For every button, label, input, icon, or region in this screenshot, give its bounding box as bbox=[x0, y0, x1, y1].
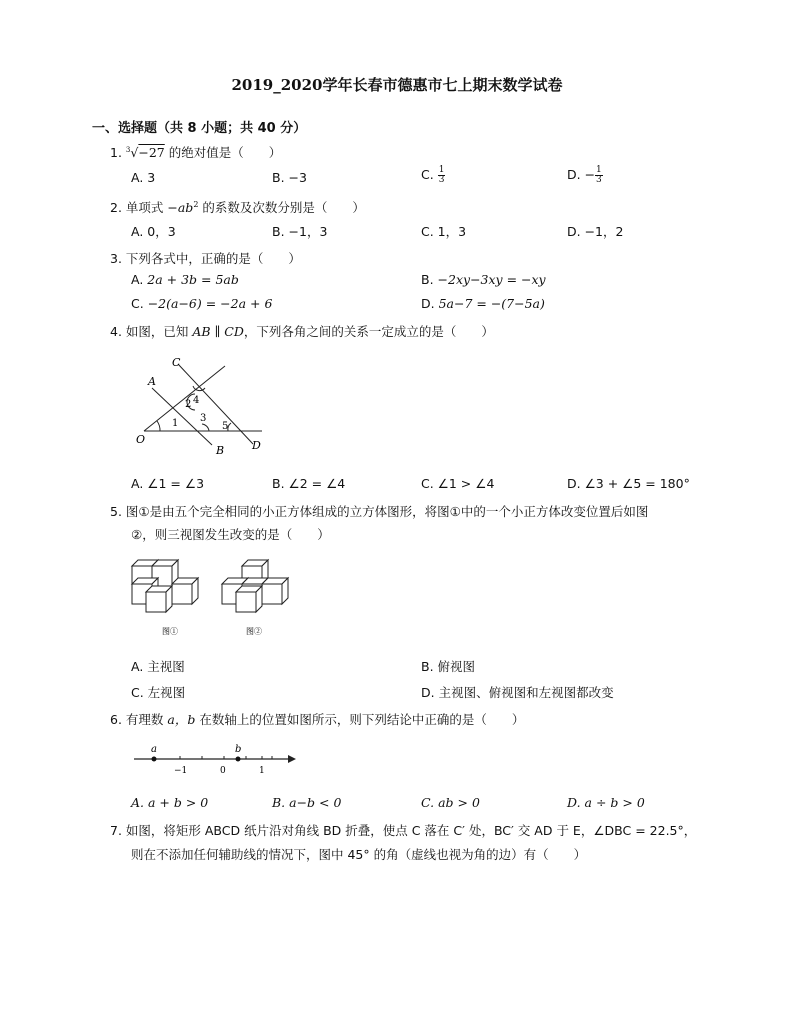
question-number: 1. bbox=[110, 145, 122, 160]
angle-3-arc bbox=[202, 424, 209, 431]
question-5-stem-line2: ②，则三视图发生改变的是（ ） bbox=[131, 527, 330, 542]
angle-1-arc bbox=[157, 421, 160, 431]
fraction: $\frac{1}{3}$ bbox=[596, 165, 602, 185]
q5-option-b[interactable]: B. 俯视图 bbox=[421, 659, 476, 674]
q4-option-d[interactable]: D. ∠3 + ∠5 = 180° bbox=[567, 476, 690, 491]
question-text: ，下列各角之间的关系一定成立的是（ ） bbox=[243, 324, 494, 339]
q2-option-d[interactable]: D. −1，2 bbox=[567, 224, 624, 239]
point-a bbox=[152, 757, 157, 762]
tick-label-0: 0 bbox=[220, 766, 226, 776]
angle-4-label: 4 bbox=[193, 395, 200, 406]
question-text: 在数轴上的位置如图所示，则下列结论中正确的是（ ） bbox=[195, 712, 525, 727]
fraction: $\frac{1}{3}$ bbox=[438, 165, 445, 185]
q1-option-a[interactable]: A. 3 bbox=[131, 170, 156, 185]
point-b bbox=[236, 757, 241, 762]
question-text: 的绝对值是（ ） bbox=[168, 145, 282, 160]
label-a: A bbox=[148, 375, 156, 388]
label-o: O bbox=[136, 433, 146, 446]
parallel-expression: AB ∥ CD bbox=[192, 324, 244, 339]
label-a: a bbox=[151, 744, 157, 755]
question-5-stem-line1: 5. 图①是由五个完全相同的小正方体组成的立方体图形，将图①中的一个小正方体改变位置后如图 bbox=[110, 504, 649, 519]
angle-1-label: 1 bbox=[172, 418, 179, 429]
q4-option-c[interactable]: C. ∠1 > ∠4 bbox=[421, 476, 495, 491]
figure-1-label: 图① bbox=[162, 627, 178, 636]
math-expression: 5a−7 = −(7−5a) bbox=[438, 296, 545, 311]
angle-2-label: 2 bbox=[185, 399, 192, 410]
variables: a，b bbox=[167, 712, 196, 727]
angle-3-label: 3 bbox=[200, 413, 207, 424]
question-text: 6. 有理数 bbox=[110, 712, 168, 727]
q1-option-c[interactable] bbox=[421, 166, 445, 185]
q3-option-c[interactable]: C. −2(a−6) = −2a + 6 bbox=[131, 296, 273, 311]
figure-2-label: 图② bbox=[246, 627, 262, 636]
cube-figures bbox=[128, 550, 308, 640]
q5-option-d[interactable]: D. 主视图、俯视图和左视图都改变 bbox=[421, 685, 614, 700]
number-line bbox=[130, 740, 300, 780]
tick-label-1: 1 bbox=[259, 766, 265, 776]
question-2-stem bbox=[110, 198, 365, 216]
tick-label-neg1: −1 bbox=[174, 766, 188, 776]
radical-index: 3 bbox=[125, 145, 131, 154]
q4-option-a[interactable]: A. ∠1 = ∠3 bbox=[131, 476, 205, 491]
q5-option-a[interactable]: A. 主视图 bbox=[131, 659, 185, 674]
label-d: D bbox=[252, 439, 261, 452]
page-title: 2019_2020学年长春市德惠市七上期末数学试卷 bbox=[231, 76, 563, 94]
q1-option-b[interactable]: B. −3 bbox=[272, 170, 307, 185]
section-heading: 一、选择题（共 8 小题；共 40 分） bbox=[92, 121, 307, 136]
option-label: C. bbox=[421, 167, 434, 182]
question-4-stem bbox=[110, 322, 494, 340]
question-text: 2. 单项式 bbox=[110, 200, 168, 215]
math-expression: −2(a−6) = −2a + 6 bbox=[147, 296, 273, 311]
question-text: 4. 如图，已知 bbox=[110, 324, 193, 339]
question-6-stem bbox=[110, 710, 524, 728]
q4-option-b[interactable]: B. ∠2 = ∠4 bbox=[272, 476, 346, 491]
figure-1-cubes bbox=[132, 560, 198, 612]
q3-option-a[interactable]: A. 2a + 3b = 5ab bbox=[131, 272, 239, 287]
question-3-stem: 3. 下列各式中，正确的是（ ） bbox=[110, 251, 301, 266]
axis-arrow bbox=[288, 755, 296, 763]
q6-option-c[interactable]: C. ab > 0 bbox=[421, 795, 480, 810]
radicand: −27 bbox=[138, 145, 165, 160]
q2-option-c[interactable]: C. 1，3 bbox=[421, 224, 467, 239]
label-c: C bbox=[172, 356, 181, 369]
math-expression: −2xy−3xy = −xy bbox=[437, 272, 546, 287]
angle-5-label: 5 bbox=[222, 421, 229, 432]
q6-option-b[interactable]: B. a−b < 0 bbox=[272, 795, 342, 810]
q5-option-c[interactable]: C. 左视图 bbox=[131, 685, 186, 700]
math-expression: 2a + 3b = 5ab bbox=[147, 272, 239, 287]
figure-2-cubes bbox=[222, 560, 288, 612]
question-text: 的系数及次数分别是（ ） bbox=[198, 200, 365, 215]
q2-option-a[interactable]: A. 0，3 bbox=[131, 224, 176, 239]
q6-option-d[interactable]: D. a ÷ b > 0 bbox=[567, 795, 645, 810]
exponent: 2 bbox=[193, 199, 199, 209]
question-7-stem-line2: 则在不添加任何辅助线的情况下，图中 45° 的角（虚线也视为角的边）有（ ） bbox=[131, 847, 587, 862]
question-1-stem bbox=[110, 143, 281, 161]
option-label: D. − bbox=[567, 167, 596, 182]
cube-root-expression: $^3$√−27 bbox=[125, 145, 165, 160]
q3-option-d[interactable]: D. 5a−7 = −(7−5a) bbox=[421, 296, 545, 311]
q3-option-b[interactable]: B. −2xy−3xy = −xy bbox=[421, 272, 546, 287]
monomial-expression: −ab bbox=[167, 200, 194, 215]
q2-option-b[interactable]: B. −1，3 bbox=[272, 224, 328, 239]
question-7-stem-line1: 7. 如图，将矩形 ABCD 纸片沿对角线 BD 折叠，使点 C 落在 C′ 处，BC′ 交 AD 于 E，∠DBC = 22.5°， bbox=[110, 823, 697, 838]
angle-figure bbox=[130, 348, 275, 460]
label-b: b bbox=[235, 744, 242, 755]
q6-option-a[interactable]: A. a + b > 0 bbox=[131, 795, 209, 810]
label-b: B bbox=[216, 444, 225, 457]
q1-option-d[interactable] bbox=[567, 166, 603, 185]
